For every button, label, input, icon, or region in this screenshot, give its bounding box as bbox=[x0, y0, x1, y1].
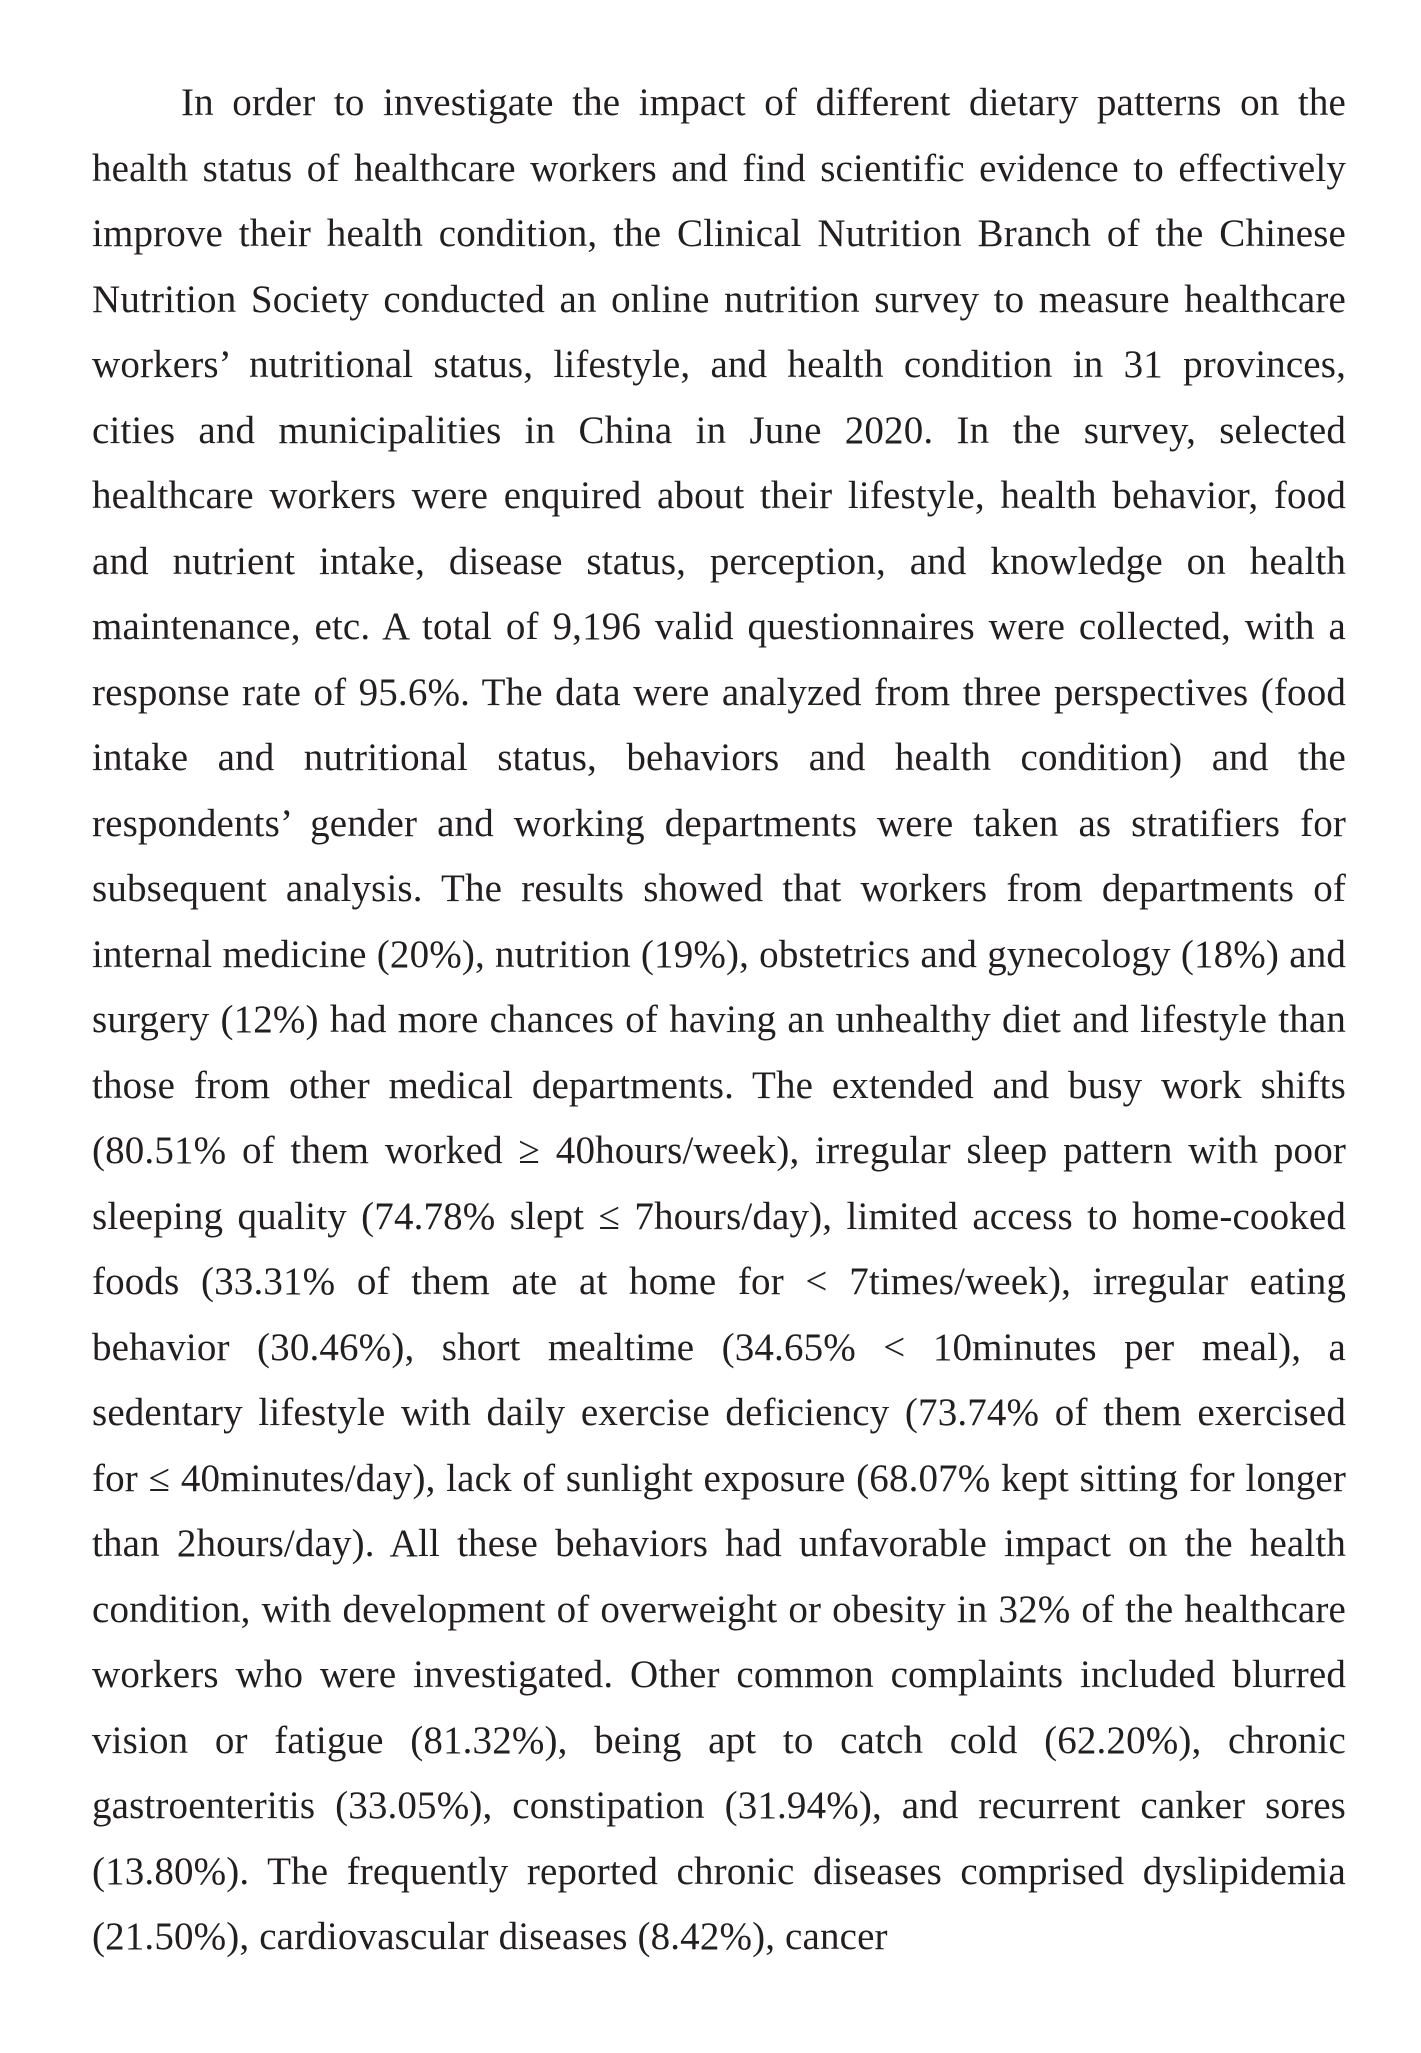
body-paragraph: In order to investigate the impact of different dietary patterns on the health status of healthcare workers and find scientific evidence to effectively improve their health condition, the Clinical Nutrition Branch of the Chinese Nutrition Society conducted an online nutrition survey to measure healthcare workers’ nutritional status, lifestyle, and health condition in 31 provinces, cities and municipalities in China in June 2020. In the survey, selected healthcare workers were enquired about their lifestyle, health behavior, food and nutrient intake, disease status, perception, and knowledge on health maintenance, etc. A total of 9,196 valid questionnaires were collected, with a response rate of 95.6%. The data were analyzed from three perspectives (food intake and nutritional status, behaviors and health condition) and the respondents’ gender and working departments were taken as stratifiers for subsequent analysis. The results showed that workers from departments of internal medicine (20%), nutrition (19%), obstetrics and gynecology (18%) and surgery (12%) had more chances of having an unhealthy diet and lifestyle than those from other medical departments. The extended and busy work shifts (80.51% of them worked ≥ 40hours/week), irregular sleep pattern with poor sleeping quality (74.78% slept ≤ 7hours/day), limited access to home-cooked foods (33.31% of them ate at home for < 7times/week), irregular eating behavior (30.46%), short mealtime (34.65% < 10minutes per meal), a sedentary lifestyle with daily exercise deficiency (73.74% of them exercised for ≤ 40minutes/day), lack of sunlight exposure (68.07% kept sitting for longer than 2hours/day). All these behaviors had unfavorable impact on the health condition, with development of overweight or obesity in 32% of the healthcare workers who were investigated. Other common complaints included blurred vision or fatigue (81.32%), being apt to catch cold (62.20%), chronic gastroenteritis (33.05%), constipation (31.94%), and recurrent canker sores (13.80%). The frequently reported chronic diseases comprised dyslipidemia (21.50%), cardiovascular diseases (8.42%), cancer bbox=[92, 81, 1346, 1958]
document-page bbox=[92, 70, 1346, 1970]
